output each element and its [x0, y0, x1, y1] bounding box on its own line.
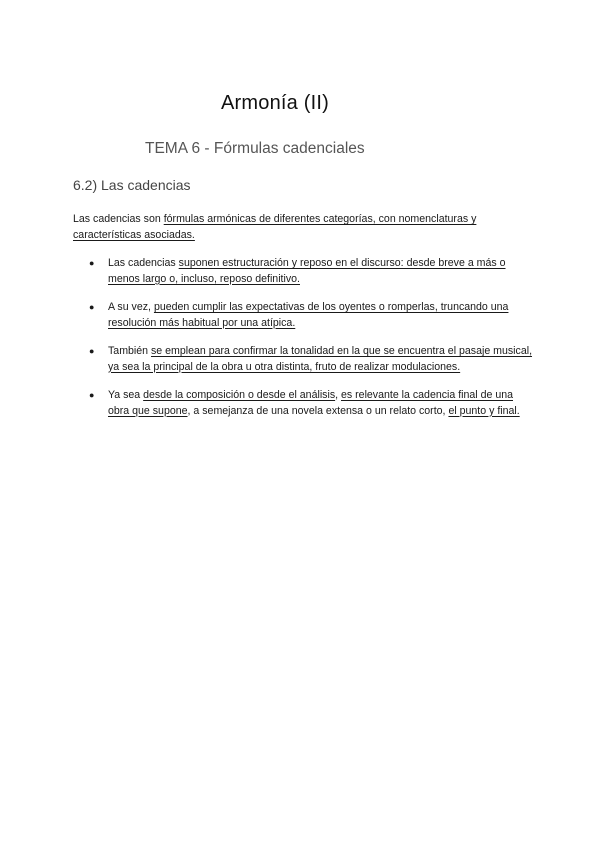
- topic-subtitle: TEMA 6 - Fórmulas cadenciales: [145, 140, 365, 157]
- intro-paragraph: [73, 212, 513, 243]
- bullet-underlined-text: pueden cumplir las expectativas de los oyentes o romperlas, truncando una resolución más habitual por una atípica.: [108, 301, 509, 329]
- bullet-icon: ●: [89, 258, 95, 268]
- list-item: [89, 344, 533, 375]
- bullet-plain-text: Ya sea: [108, 389, 144, 401]
- bullet-icon: ●: [89, 390, 95, 400]
- section-heading: 6.2) Las cadencias: [73, 177, 191, 193]
- bullet-plain-text: También: [108, 345, 151, 357]
- intro-underlined-text: fórmulas armónicas de diferentes categorías, con nomenclaturas y características asociadas.: [73, 213, 477, 241]
- bullet-plain-text: ,: [335, 389, 342, 401]
- bullet-plain-text: A su vez,: [108, 301, 154, 313]
- intro-plain-text: Las cadencias son: [73, 213, 164, 225]
- bullet-icon: ●: [89, 346, 95, 356]
- bullet-list: [89, 256, 533, 432]
- bullet-underlined-text: el punto y final.: [448, 404, 520, 417]
- list-item: [89, 388, 533, 419]
- bullet-plain-text: Las cadencias: [108, 257, 179, 269]
- document-title: Armonía (II): [221, 92, 329, 114]
- bullet-icon: ●: [89, 302, 95, 312]
- list-item: [89, 256, 533, 287]
- bullet-underlined-text: suponen estructuración y reposo en el discurso: desde breve a más o menos largo o, incluso, reposo definitivo.: [108, 257, 506, 285]
- bullet-plain-text: , a semejanza de una novela extensa o un relato corto,: [187, 404, 449, 417]
- bullet-underlined-text: desde la composición o desde el análisis: [143, 389, 336, 401]
- bullet-underlined-text: es relevante la cadencia final de una obra que supone: [108, 389, 513, 417]
- bullet-underlined-text: se emplean para confirmar la tonalidad en la que se encuentra el pasaje musical, ya sea la principal de la obra u otra distinta, fruto de realizar modulaciones.: [108, 345, 533, 373]
- list-item: [89, 300, 533, 331]
